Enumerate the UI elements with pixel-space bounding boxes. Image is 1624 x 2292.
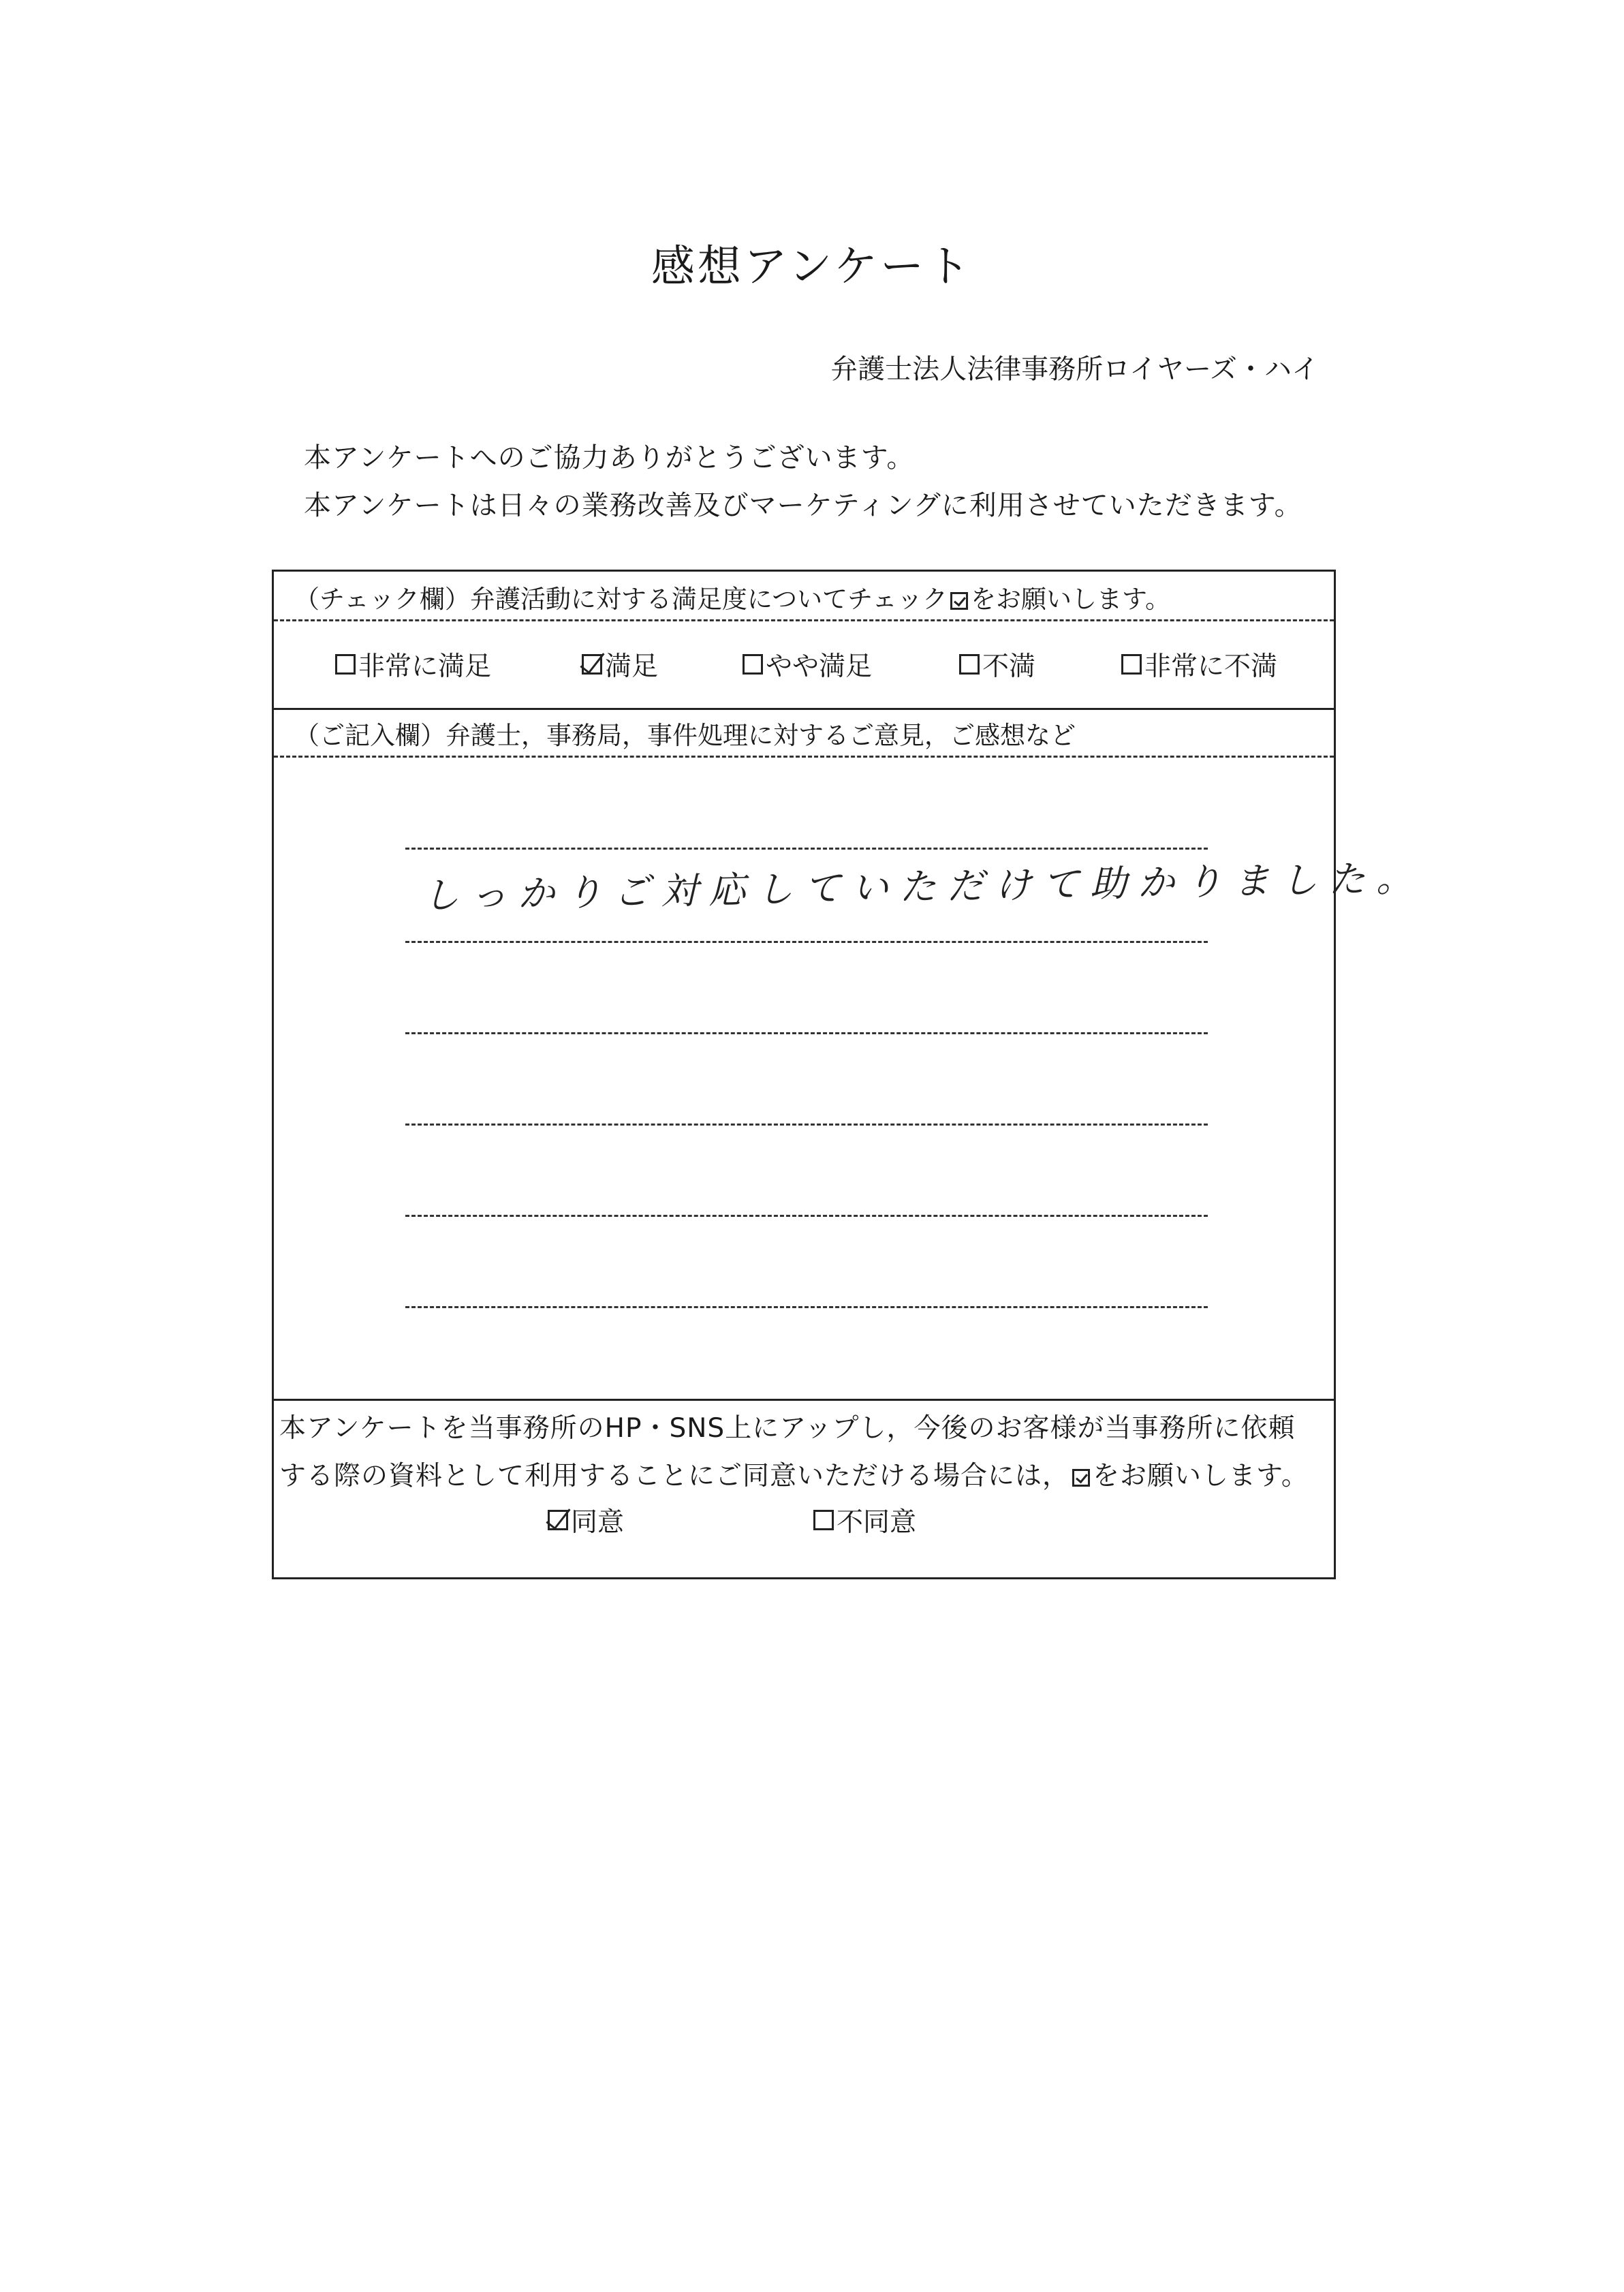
writing-line (405, 941, 1208, 943)
satisfaction-heading-suffix: をお願いします。 (971, 585, 1171, 614)
writing-line (405, 848, 1208, 850)
satisfaction-heading (274, 578, 1334, 615)
writing-line (405, 1215, 1208, 1217)
checkbox-icon[interactable] (1121, 654, 1142, 675)
checkbox-checked-icon[interactable] (582, 654, 602, 675)
option-very-satisfied[interactable]: 非常に満足 (335, 645, 491, 683)
intro-line-1: 本アンケートへのご協力ありがとうございます。 (304, 442, 915, 474)
writing-line (405, 1306, 1208, 1308)
survey-form (272, 570, 1424, 1579)
option-disagree[interactable]: 不同意 (813, 1501, 916, 1539)
option-dissatisfied[interactable]: 不満 (959, 645, 1035, 683)
comments-heading: （ご記入欄）弁護士，事務局，事件処理に対するご意見，ご感想など (294, 721, 1076, 750)
checkbox-icon[interactable] (335, 654, 356, 675)
divider (274, 619, 1334, 621)
checkbox-checked-icon[interactable] (548, 1510, 568, 1530)
divider (274, 1399, 1334, 1401)
satisfaction-heading-text: （チェック欄）弁護活動に対する満足度についてチェック (294, 585, 948, 614)
divider (274, 756, 1334, 758)
option-satisfied[interactable]: 満足 (582, 645, 658, 683)
page-title: 感想アンケート (651, 242, 973, 292)
firm-name: 弁護士法人法律事務所ロイヤーズ・ハイ (830, 354, 1319, 385)
option-agree[interactable]: 同意 (548, 1501, 624, 1539)
option-somewhat-satisfied[interactable]: やや満足 (743, 645, 872, 683)
checkbox-icon[interactable] (743, 654, 763, 675)
intro-line-2: 本アンケートは日々の業務改善及びマーケティングに利用させていただきます。 (304, 490, 1302, 521)
consent-text-line-2: する際の資料として利用することにご同意いただける場合には， をお願いします。 (279, 1461, 1309, 1491)
checkbox-icon[interactable] (959, 654, 980, 675)
option-very-dissatisfied[interactable]: 非常に不満 (1121, 645, 1277, 683)
checkmark-icon (948, 592, 971, 610)
handwritten-comment[interactable]: しっかりご対応していただけて助かりました。 (422, 856, 1424, 917)
consent-text-line-1: 本アンケートを当事務所のHP・SNS上にアップし，今後のお客様が当事務所に依頼 (279, 1413, 1296, 1444)
divider (274, 708, 1334, 710)
checkbox-icon[interactable] (813, 1510, 834, 1530)
writing-line (405, 1032, 1208, 1034)
checkmark-icon (1069, 1469, 1093, 1487)
writing-line (405, 1124, 1208, 1126)
